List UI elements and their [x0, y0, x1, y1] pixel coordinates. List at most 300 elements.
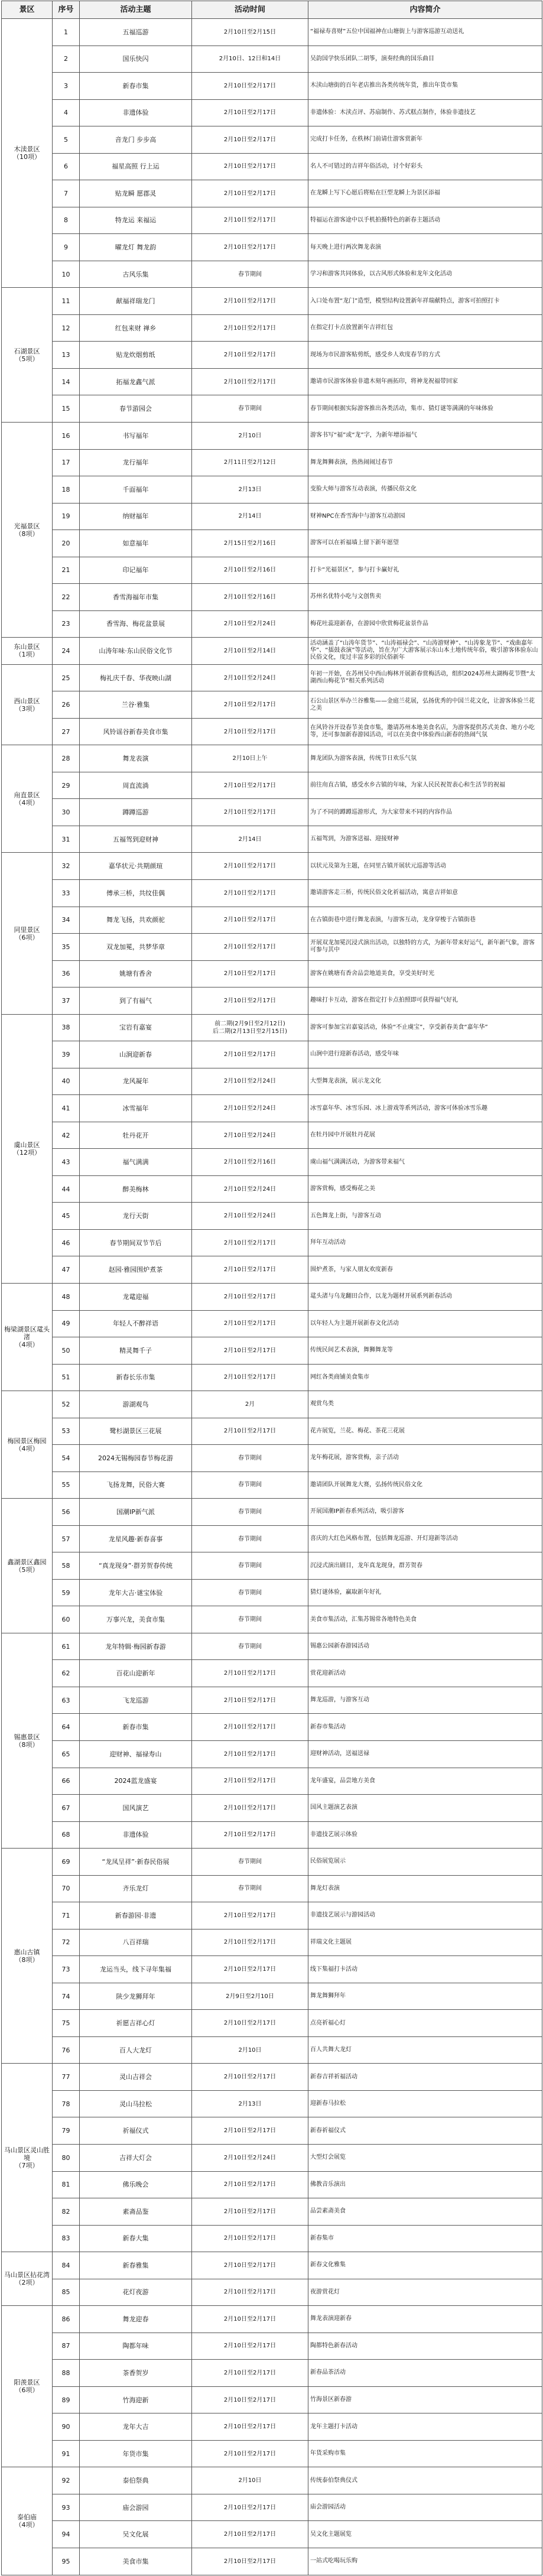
- row-theme: 龙年特辑·梅园新春游: [80, 1633, 192, 1660]
- table-row: [2, 2010, 542, 2037]
- row-theme: 新春长乐市集: [80, 1364, 192, 1391]
- row-theme: 千面福年: [80, 476, 192, 503]
- row-desc: 五福驾到，为游客送福、迎接财神: [308, 826, 542, 853]
- row-desc: 围炉煮茶，与家人朋友欢度新春: [308, 1256, 542, 1284]
- row-time: 2月10日至2月17日: [192, 2521, 308, 2548]
- row-desc: 点亮祈福心灯: [308, 2010, 542, 2037]
- row-desc: 民俗展览展示: [308, 1849, 542, 1876]
- row-theme: 兰谷·雅集: [80, 691, 192, 719]
- row-desc: 在牡丹园中开展牡丹花展: [308, 1122, 542, 1149]
- table-row: [2, 1471, 542, 1499]
- row-desc: 迎新春马拉松: [308, 2090, 542, 2117]
- row-desc: 五色舞龙上街，与游客互动: [308, 1203, 542, 1230]
- table-row: [2, 476, 542, 503]
- row-desc: 新春品茶活动: [308, 2360, 542, 2387]
- row-desc: 新春吉祥祈福活动: [308, 2064, 542, 2091]
- row-theme: 游湖观鸟: [80, 1391, 192, 1418]
- row-seq: 85: [53, 2279, 80, 2306]
- table-row: [2, 1552, 542, 1580]
- table-row: [2, 99, 542, 126]
- row-desc: 游客赏梅，感受梅花之美: [308, 1175, 542, 1203]
- row-seq: 54: [53, 1445, 80, 1472]
- table-row: [2, 826, 542, 853]
- table-body: [2, 19, 542, 2575]
- row-time: 2月10日至2月17日: [192, 342, 308, 369]
- row-desc: 冰雪嘉年华、冰雪乐园、冰上游戏等系列活动，游客可体验冰雪乐趣: [308, 1095, 542, 1122]
- row-seq: 38: [53, 1014, 80, 1041]
- table-row: [2, 1525, 542, 1552]
- row-time: 2月14日: [192, 826, 308, 853]
- row-time: 春节期间: [192, 1552, 308, 1580]
- row-seq: 9: [53, 234, 80, 261]
- row-theme: 龙风凝年: [80, 1068, 192, 1095]
- row-theme: 飞扬龙舞，民俗大赛: [80, 1471, 192, 1499]
- row-time: 2月10日至2月24日: [192, 1068, 308, 1095]
- table-row: [2, 1606, 542, 1633]
- row-time: 2月10日、12日和14日: [192, 46, 308, 73]
- table-row: [2, 2090, 542, 2117]
- row-seq: 39: [53, 1041, 80, 1068]
- row-seq: 26: [53, 691, 80, 719]
- row-theme: 舞龙飞扬，共欢颜驼: [80, 907, 192, 934]
- table-row: [2, 1068, 542, 1095]
- row-seq: 91: [53, 2440, 80, 2467]
- row-seq: 86: [53, 2306, 80, 2333]
- row-desc: 花卉展览，兰花、梅花、茶花三花展: [308, 1418, 542, 1445]
- area-cell: 惠山古镇 （8项）: [2, 1849, 53, 2064]
- row-time: 春节期间: [192, 395, 308, 423]
- row-time: 2月11日至2月12日: [192, 449, 308, 476]
- row-seq: 19: [53, 503, 80, 530]
- table-row: [2, 19, 542, 46]
- table-row: [2, 1821, 542, 1849]
- row-time: 春节期间: [192, 1606, 308, 1633]
- row-time: 2月10日至2月17日: [192, 1229, 308, 1256]
- table-row: [2, 557, 542, 584]
- row-seq: 93: [53, 2494, 80, 2521]
- row-theme: 古风乐集: [80, 261, 192, 288]
- row-seq: 8: [53, 207, 80, 234]
- row-seq: 32: [53, 853, 80, 880]
- row-time: 2月10日至2月17日: [192, 2440, 308, 2467]
- row-time: 春节期间: [192, 1525, 308, 1552]
- row-theme: 美食市集: [80, 2548, 192, 2575]
- row-seq: 50: [53, 1337, 80, 1365]
- row-time: 2月10日至2月17日: [192, 1687, 308, 1714]
- area-cell: 光福景区 （8项）: [2, 422, 53, 637]
- area-cell: 西山景区 （3项）: [2, 664, 53, 745]
- area-cell: 泰伯庙 （4项）: [2, 2467, 53, 2575]
- table-row: [2, 2198, 542, 2226]
- row-desc: 大型灯会展览: [308, 2144, 542, 2171]
- row-seq: 2: [53, 46, 80, 73]
- row-theme: 国潮IP新气派: [80, 1499, 192, 1526]
- row-time: 2月10日至2月17日: [192, 1714, 308, 1741]
- row-seq: 55: [53, 1471, 80, 1499]
- row-desc: 在古镇街巷中进行舞龙表演，与游客互动，龙身穿梭于古镇街巷: [308, 907, 542, 934]
- table-row: [2, 46, 542, 73]
- row-desc: 大型舞龙表演，展示龙文化: [308, 1068, 542, 1095]
- table-row: [2, 1418, 542, 1445]
- row-time: 2月10日上午: [192, 745, 308, 772]
- row-time: 2月10日至2月17日: [192, 1956, 308, 1983]
- table-row: [2, 1283, 542, 1310]
- row-seq: 84: [53, 2252, 80, 2279]
- row-time: 前二期(2月9日至2月12日) 后二期(2月13日至2月15日): [192, 1014, 308, 1041]
- table-row: [2, 1391, 542, 1418]
- row-theme: 贴龙炊烟剪纸: [80, 342, 192, 369]
- row-desc: 舞龙表演迎新春: [308, 2306, 542, 2333]
- row-time: 2月10日至2月17日: [192, 207, 308, 234]
- row-seq: 12: [53, 314, 80, 342]
- row-seq: 27: [53, 718, 80, 745]
- row-desc: 特福运在游客途中以手机拍摄特色的新春主题活动: [308, 207, 542, 234]
- row-time: 2月10日至2月17日: [192, 1283, 308, 1310]
- row-desc: 学习和游客共同体验，以古风形式体验和龙年文化活动: [308, 261, 542, 288]
- row-theme: 年轻人不醉祥语: [80, 1310, 192, 1337]
- table-row: [2, 1337, 542, 1365]
- row-time: 2月10日: [192, 422, 308, 449]
- row-seq: 56: [53, 1499, 80, 1526]
- table-row: [2, 449, 542, 476]
- row-theme: 春节期间双节节后: [80, 1229, 192, 1256]
- row-theme: 特龙运 来福运: [80, 207, 192, 234]
- table-row: [2, 853, 542, 880]
- row-desc: 前往甪直古镇，感受水乡古镇的年味，为家人民民祝贺表心和生活节的祝福: [308, 772, 542, 799]
- row-theme: 庙会游园: [80, 2494, 192, 2521]
- row-desc: 沉浸式演出剧目，龙年真龙现身，群芳贺春: [308, 1552, 542, 1580]
- row-seq: 59: [53, 1579, 80, 1606]
- row-theme: 周直流淌: [80, 772, 192, 799]
- row-theme: 舞龙表演: [80, 745, 192, 772]
- row-desc: 拜年互动活动: [308, 1229, 542, 1256]
- row-theme: 新春游园·非遗: [80, 1902, 192, 1929]
- table-row: [2, 2548, 542, 2575]
- table-row: [2, 772, 542, 799]
- row-theme: 茶香贺岁: [80, 2360, 192, 2387]
- area-cell: 甪直景区 （4项）: [2, 745, 53, 853]
- row-desc: 庙会游园活动: [308, 2494, 542, 2521]
- row-time: 春节期间: [192, 1445, 308, 1472]
- row-seq: 48: [53, 1283, 80, 1310]
- row-theme: 梅礼庆千春、华夜映山湖: [80, 664, 192, 691]
- area-cell: 虞山景区 （12项）: [2, 1014, 53, 1283]
- row-theme: 灵山吉祥会: [80, 2064, 192, 2091]
- table-row: [2, 73, 542, 100]
- table-row: [2, 799, 542, 826]
- row-time: 2月10日至2月17日: [192, 960, 308, 987]
- row-theme: 齐乐龙灯: [80, 1875, 192, 1902]
- row-theme: 新春市集: [80, 1714, 192, 1741]
- table-row: [2, 288, 542, 315]
- row-theme: 国风演艺: [80, 1795, 192, 1822]
- header-seq: 序号: [53, 1, 80, 19]
- row-time: 2月10日至2月17日: [192, 288, 308, 315]
- table-row: [2, 2360, 542, 2387]
- row-seq: 87: [53, 2333, 80, 2360]
- row-time: 2月10日至2月17日: [192, 1795, 308, 1822]
- row-seq: 83: [53, 2225, 80, 2252]
- table-row: [2, 1095, 542, 1122]
- row-seq: 15: [53, 395, 80, 423]
- row-time: 2月10日至2月17日: [192, 853, 308, 880]
- row-theme: 飞龙巡游: [80, 1687, 192, 1714]
- row-time: 2月10日至2月17日: [192, 1929, 308, 1956]
- row-theme: 吴文化展: [80, 2521, 192, 2548]
- row-theme: 舞龙迎春: [80, 2306, 192, 2333]
- row-time: 2月10日至2月15日: [192, 19, 308, 46]
- row-theme: 红包来财 禅乡: [80, 314, 192, 342]
- row-desc: 梅花吐蕊迎新春，在游园中欣赏梅花盆景作品: [308, 610, 542, 638]
- header-area: 景区: [2, 1, 53, 19]
- row-theme: 春节游园会: [80, 395, 192, 423]
- row-desc: 龙年梅花展，游客赏梅，亲子活动: [308, 1445, 542, 1472]
- row-seq: 18: [53, 476, 80, 503]
- row-desc: 财神NPC在香雪海中与游客互动游园: [308, 503, 542, 530]
- row-theme: 陶都年味: [80, 2333, 192, 2360]
- row-theme: 泰伯祭典: [80, 2467, 192, 2494]
- row-desc: 新春祈福仪式: [308, 2117, 542, 2145]
- row-time: 2月10日至2月17日: [192, 1256, 308, 1284]
- table-row: [2, 1687, 542, 1714]
- area-cell: 马山景区灵山胜境 （7项）: [2, 2064, 53, 2252]
- table-row: [2, 234, 542, 261]
- table-row: [2, 2440, 542, 2467]
- row-seq: 37: [53, 987, 80, 1015]
- row-time: 2月10日至2月17日: [192, 718, 308, 745]
- row-seq: 51: [53, 1364, 80, 1391]
- row-time: 2月10日至2月24日: [192, 664, 308, 691]
- area-cell: 锡惠景区 （8项）: [2, 1633, 53, 1848]
- area-cell: 木渎景区 （10项）: [2, 19, 53, 288]
- row-theme: 祈福仪式: [80, 2117, 192, 2145]
- row-theme: 百人大龙灯: [80, 2036, 192, 2064]
- row-desc: 舞龙灯表演: [308, 1875, 542, 1902]
- row-theme: 花灯夜游: [80, 2279, 192, 2306]
- row-time: 2月10日至2月17日: [192, 234, 308, 261]
- row-time: 2月10日至2月17日: [192, 1902, 308, 1929]
- row-seq: 21: [53, 557, 80, 584]
- area-cell: 同里景区 （6项）: [2, 853, 53, 1014]
- row-time: 2月10日至2月17日: [192, 880, 308, 907]
- table-row: [2, 934, 542, 961]
- row-seq: 94: [53, 2521, 80, 2548]
- row-seq: 11: [53, 288, 80, 315]
- row-time: 2月10日至2月17日: [192, 772, 308, 799]
- table-row: [2, 691, 542, 719]
- row-time: 春节期间: [192, 1875, 308, 1902]
- row-desc: 品尝素斋美食: [308, 2198, 542, 2226]
- table-row: [2, 342, 542, 369]
- row-theme: 傅承三桥，共纹佳偶: [80, 880, 192, 907]
- row-theme: 风铃谣谷新春美食市集: [80, 718, 192, 745]
- row-desc: 传统民间艺术表演，舞狮舞龙等: [308, 1337, 542, 1365]
- row-seq: 80: [53, 2144, 80, 2171]
- row-time: 2月14日: [192, 503, 308, 530]
- row-theme: 新春大集: [80, 2225, 192, 2252]
- row-theme: 龙年大吉: [80, 2413, 192, 2441]
- row-seq: 22: [53, 584, 80, 611]
- row-seq: 78: [53, 2090, 80, 2117]
- row-seq: 74: [53, 1983, 80, 2010]
- row-time: 2月10日至2月17日: [192, 2333, 308, 2360]
- row-desc: 苏州名优特小吃与文创售卖: [308, 584, 542, 611]
- row-time: 2月10日至2月17日: [192, 1364, 308, 1391]
- row-seq: 34: [53, 907, 80, 934]
- row-seq: 24: [53, 638, 80, 665]
- table-row: [2, 530, 542, 557]
- row-desc: 新春文化雅集: [308, 2252, 542, 2279]
- row-time: 2月13日: [192, 476, 308, 503]
- row-seq: 36: [53, 960, 80, 987]
- row-time: 2月15日至2月16日: [192, 530, 308, 557]
- row-desc: 以状元及第为主题，在同里古镇开展状元巡游等活动: [308, 853, 542, 880]
- table-row: [2, 1983, 542, 2010]
- row-time: 2月10日至2月17日: [192, 180, 308, 207]
- row-desc: 吴文化主题展览: [308, 2521, 542, 2548]
- table-row: [2, 1795, 542, 1822]
- table-row: [2, 2306, 542, 2333]
- row-theme: 迎财神、福禄寿山: [80, 1741, 192, 1768]
- row-theme: 竹海迎新: [80, 2386, 192, 2413]
- row-desc: 传统泰伯祭典仪式: [308, 2467, 542, 2494]
- row-theme: 灵山马拉松: [80, 2090, 192, 2117]
- table-row: [2, 314, 542, 342]
- area-cell: 梅园景区梅园 （4项）: [2, 1391, 53, 1499]
- table-row: [2, 2171, 542, 2198]
- table-row: [2, 718, 542, 745]
- row-time: 2月10日至2月16日: [192, 1149, 308, 1176]
- table-row: [2, 1902, 542, 1929]
- table-row: [2, 2386, 542, 2413]
- table-row: [2, 1149, 542, 1176]
- row-desc: 观赏鸟类: [308, 1391, 542, 1418]
- row-theme: 万事兴龙，美食市集: [80, 1606, 192, 1633]
- row-seq: 69: [53, 1849, 80, 1876]
- row-time: 2月10日至2月17日: [192, 1768, 308, 1795]
- area-cell: 鑫湖景区鑫园 （5项）: [2, 1499, 53, 1633]
- row-seq: 46: [53, 1229, 80, 1256]
- row-seq: 29: [53, 772, 80, 799]
- row-seq: 72: [53, 1929, 80, 1956]
- row-desc: 打卡“光福景区”，参与打卡赢好礼: [308, 557, 542, 584]
- table-row: [2, 2117, 542, 2145]
- row-desc: 完成打卡任务，在秩林门前请仕游客赏新年: [308, 126, 542, 154]
- row-desc: 线下集福打卡活动: [308, 1956, 542, 1983]
- row-desc: 新春市集活动: [308, 1714, 542, 1741]
- row-time: 2月10日至2月17日: [192, 799, 308, 826]
- row-desc: 锡惠公园新春游园活动: [308, 1633, 542, 1660]
- row-seq: 4: [53, 99, 80, 126]
- row-desc: 以年轻人为主题开展新春文化活动: [308, 1310, 542, 1337]
- row-theme: 龙运当头，线下寻年集福: [80, 1956, 192, 1983]
- row-time: 春节期间: [192, 261, 308, 288]
- row-seq: 90: [53, 2413, 80, 2441]
- row-desc: 佛教音乐演出: [308, 2171, 542, 2198]
- row-desc: 新春集市: [308, 2225, 542, 2252]
- row-desc: 变脸大师与游客互动表演，传播民俗文化: [308, 476, 542, 503]
- row-seq: 89: [53, 2386, 80, 2413]
- table-row: [2, 1256, 542, 1284]
- row-theme: 年货市集: [80, 2440, 192, 2467]
- row-theme: 贴龙瞬 愿郡灵: [80, 180, 192, 207]
- row-time: 2月10日至2月17日: [192, 2548, 308, 2575]
- row-desc: 现场为市民游客贴剪纸，感受乡人欢度春节的方式: [308, 342, 542, 369]
- area-cell: 梅梁湖景区鼋头渚 （4项）: [2, 1283, 53, 1391]
- table-row: [2, 1041, 542, 1068]
- table-row: [2, 1203, 542, 1230]
- row-desc: 春节期间根据实际游客推出各类活动，集市、猜灯谜等满满的年味体验: [308, 395, 542, 423]
- table-row: [2, 1768, 542, 1795]
- row-theme: 吉祥大灯会: [80, 2144, 192, 2171]
- table-row: [2, 126, 542, 154]
- table-row: [2, 2144, 542, 2171]
- row-time: 2月10日至2月17日: [192, 1418, 308, 1445]
- table-row: [2, 368, 542, 395]
- table-row: [2, 207, 542, 234]
- row-time: 2月10日至2月17日: [192, 2360, 308, 2387]
- row-seq: 7: [53, 180, 80, 207]
- row-seq: 25: [53, 664, 80, 691]
- row-desc: 龙年盛宴，品尝地方美食: [308, 1768, 542, 1795]
- row-theme: 精灵舞千子: [80, 1337, 192, 1365]
- row-desc: 舞龙舞狮表演，热热闹闹过春节: [308, 449, 542, 476]
- area-cell: 石湖景区 （5项）: [2, 288, 53, 423]
- row-seq: 20: [53, 530, 80, 557]
- row-seq: 77: [53, 2064, 80, 2091]
- row-seq: 71: [53, 1902, 80, 1929]
- row-seq: 30: [53, 799, 80, 826]
- row-time: 2月: [192, 1391, 308, 1418]
- row-desc: 在风铃谷开设春节美食市集，邀请苏州本地美食名店，为游客提供苏式美食、地方小吃等，还可参加新春游园活动，可以在美食中体验西山新春的热闹气氛: [308, 718, 542, 745]
- area-cell: 阳羡景区 （6项）: [2, 2306, 53, 2467]
- row-time: 2月10日至2月24日: [192, 2144, 308, 2171]
- row-seq: 66: [53, 1768, 80, 1795]
- table-row: [2, 1633, 542, 1660]
- table-row: [2, 2036, 542, 2064]
- row-theme: 到了有福气: [80, 987, 192, 1015]
- row-theme: 国乐快闪: [80, 46, 192, 73]
- row-desc: 赏花迎新活动: [308, 1660, 542, 1687]
- row-time: 2月10日至2月17日: [192, 1821, 308, 1849]
- row-seq: 10: [53, 261, 80, 288]
- table-row: [2, 1175, 542, 1203]
- row-seq: 14: [53, 368, 80, 395]
- row-time: 2月10日至2月17日: [192, 314, 308, 342]
- table-row: [2, 180, 542, 207]
- row-theme: 五福巡游: [80, 19, 192, 46]
- table-row: [2, 907, 542, 934]
- row-time: 2月10日至2月17日: [192, 2413, 308, 2441]
- row-seq: 40: [53, 1068, 80, 1095]
- row-time: 2月10日至2月16日: [192, 557, 308, 584]
- row-time: 2月10日至2月17日: [192, 2279, 308, 2306]
- row-seq: 81: [53, 2171, 80, 2198]
- row-theme: 八百祥瑞: [80, 1929, 192, 1956]
- row-seq: 82: [53, 2198, 80, 2226]
- row-desc: 陶都特色新春活动: [308, 2333, 542, 2360]
- row-desc: 游客可以在祈福墙上留下新年愿望: [308, 530, 542, 557]
- header-time: 活动时间: [192, 1, 308, 19]
- row-desc: 鼋头渚与乌龙翻田合作，以龙为题材开展系列新春活动: [308, 1283, 542, 1310]
- row-time: 2月10日至2月17日: [192, 1041, 308, 1068]
- row-desc: 网红各类商铺美食集市: [308, 1364, 542, 1391]
- row-theme: 百花山迎新年: [80, 1660, 192, 1687]
- row-theme: “龙凤呈祥”·新春民俗展: [80, 1849, 192, 1876]
- row-time: 2月10日至2月24日: [192, 1175, 308, 1203]
- row-theme: 音龙门 步步高: [80, 126, 192, 154]
- row-seq: 49: [53, 1310, 80, 1337]
